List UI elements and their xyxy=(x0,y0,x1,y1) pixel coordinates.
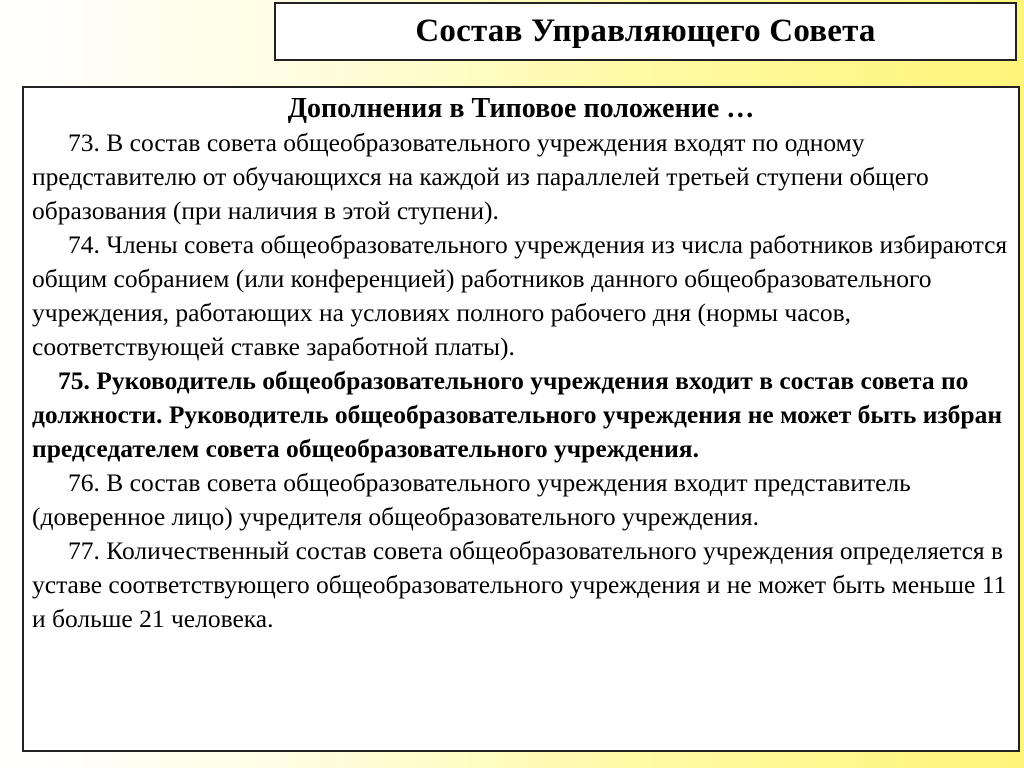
content-box xyxy=(22,86,1020,752)
slide-subtitle: Дополнения в Типовое положение … xyxy=(287,93,755,124)
paragraph-76: 76. В состав совета общеобразовательного учреждения входит представитель (доверенное лицо) учредителя общеобразовательного учреждения. xyxy=(32,468,911,531)
paragraph-77: 77. Количественный состав совета общеобразовательного учреждения определяется в уставе соответствующего общеобразовательного учреждения и не может быть меньше 11 и больше 21 человека. xyxy=(32,536,1007,633)
paragraph-73: 73. В состав совета общеобразовательного учреждения входят по одному представителю от обучающихся на каждой из параллелей третьей ступени общего образования (при наличия в этой ступени). xyxy=(32,128,929,225)
title-box xyxy=(274,2,1017,61)
paragraph-74: 74. Члены совета общеобразовательного учреждения из числа работников избираются общим собранием (или конференцией) работников данного общеобразовательного учреждения, работающих на условиях полного рабочего дня (нормы часов, соответствующей ставке заработной платы). xyxy=(32,230,1008,361)
paragraph-75: 75. Руководитель общеобразовательного учреждения входит в состав совета по должности. Руководитель общеобразовательного учреждения не может быть избран председателем совета общеобразовательного учреждения. xyxy=(32,366,1003,463)
slide-title: Состав Управляющего Совета xyxy=(415,13,876,49)
